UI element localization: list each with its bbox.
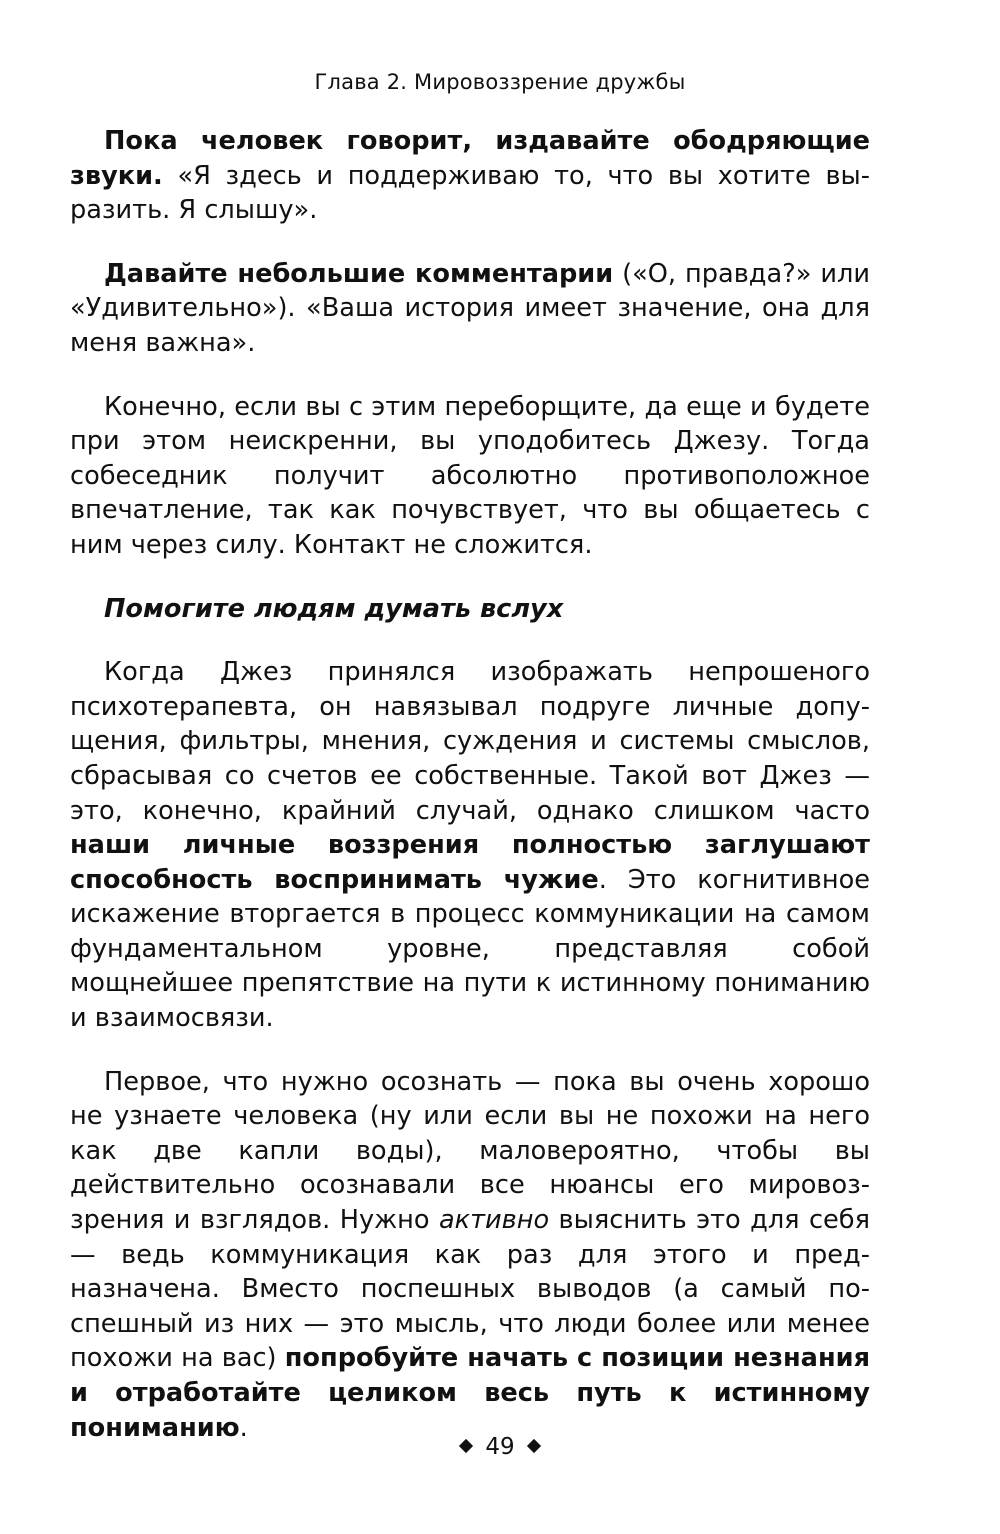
- page-number: 49: [485, 1434, 515, 1460]
- body-text: [70, 124, 870, 1445]
- paragraph-4-text-before: Когда Джез принялся изображать непрошеного психотерапевта, он навязывал подруге личные допущения, фильтры, мнения, суждения и системы смыслов, сбрасывая со счетов ее собственные. Такой вот Джез — это, конечно, крайний случай, однако слишком часто: [70, 657, 870, 826]
- paragraph-3: [70, 390, 870, 563]
- paragraph-2: [70, 257, 870, 361]
- paragraph-5-text-after: .: [239, 1412, 248, 1443]
- paragraph-5-bold: попробуйте начать с позиции незнания и отработайте целиком весь путь к истинному пониманию: [70, 1343, 870, 1443]
- paragraph-2-text: («О, правда?» или «Удивительно»). «Ваша история имеет значение, она для меня важна».: [70, 258, 870, 358]
- paragraph-4: [70, 655, 870, 1036]
- section-subheading: Помогите людям думать вслух: [104, 593, 564, 624]
- paragraph-3-text: Конечно, если вы с этим переборщите, да еще и будете при этом неискренни, вы уподобитесь Джезу. Тогда собеседник получит абсолютно противоположное впечатление, так как почувствует, что вы общаетесь с ним через силу. Контакт не сложится.: [70, 391, 870, 560]
- paragraph-5-text-middle: выяснить это для себя — ведь коммуникация как раз для этого и предназначена. Вместо поспешных выводов (а самый поспешный из них — это мысль, что люди более или менее похожи на вас): [70, 1205, 870, 1374]
- paragraph-4-text-after: . Это когнитивное искажение вторгается в процесс коммуникации на самом фундаментальном уровне, представляя собой мощнейшее препятствие на пути к истинному пониманию и взаимосвязи.: [70, 864, 870, 1034]
- paragraph-2-bold: Давайте небольшие комментарии: [104, 258, 614, 289]
- paragraph-5: [70, 1065, 870, 1446]
- running-header: Глава 2. Мировоззрение дружбы: [314, 70, 686, 94]
- paragraph-1-bold: Пока человек говорит, издавайте ободряющие звуки.: [70, 126, 870, 191]
- paragraph-5-text-before: Первое, что нужно осознать — пока вы очень хорошо не узнаете человека (ну или если вы не похожи на него как две капли воды), маловероятно, чтобы вы действительно осознавали все нюансы его мировоззрения и взглядов. Нужно: [70, 1066, 870, 1236]
- diamond-right-icon: [527, 1438, 541, 1452]
- paragraph-1: [70, 124, 870, 228]
- paragraph-1-text: «Я здесь и поддерживаю то, что вы хотите выразить. Я слышу».: [70, 160, 870, 226]
- paragraph-5-italic: активно: [438, 1205, 550, 1236]
- paragraph-4-bold: наши личные воззрения полностью заглушают способность воспринимать чужие: [70, 830, 870, 895]
- page-footer: [0, 1434, 1000, 1460]
- diamond-left-icon: [459, 1438, 473, 1452]
